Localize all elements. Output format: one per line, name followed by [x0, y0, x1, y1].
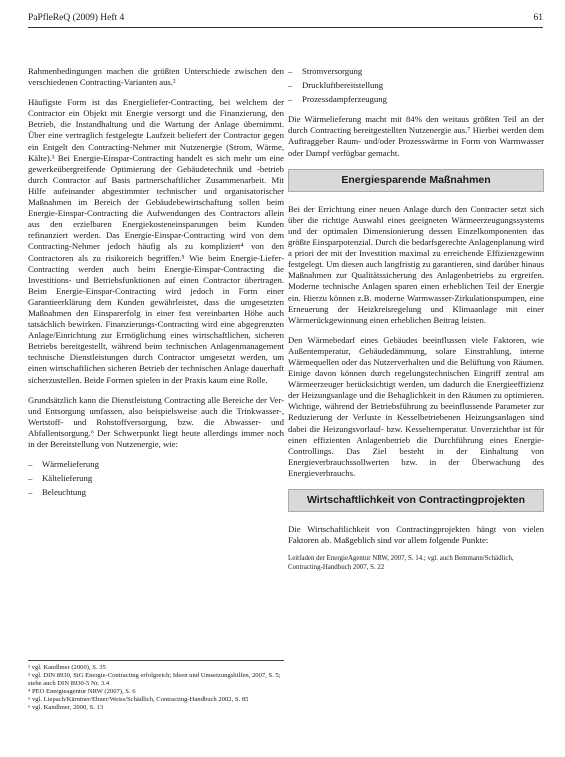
footnote: ⁵ vgl. Liepach/Kärntner/Ebner/Weiss/Schädlich, Contracting-Handbuch 2002, S. 85: [28, 696, 249, 704]
list-item: – Wärmelieferung: [28, 459, 284, 470]
footnote: ⁴ PEO Energieagentur NRW (2007), S. 6: [28, 688, 136, 696]
paragraph: Die Wirtschaftlichkeit von Contractingprojekten hängt von vielen Faktoren ab. Maßgeblich sind vor allem folgende Punkte:: [288, 524, 544, 546]
section-heading: Energiesparende Maßnahmen: [288, 169, 544, 192]
list-item: – Stromversorgung: [288, 66, 544, 77]
energy-list: [28, 459, 284, 498]
list-item: – Beleuchtung: [28, 487, 284, 498]
list-item: – Druckluftbereitstellung: [288, 80, 544, 91]
source-note: Leitfaden der EnergieAgentur NRW, 2007, S. 14.; vgl. auch Bemmann/Schädlich, Contracting-Handbuch 2007, S. 22: [288, 555, 514, 571]
paragraph: Den Wärmebedarf eines Gebäudes beeinflussen viele Faktoren, wie Außentemperatur, Gebäudedämmung, solare Einstrahlung, interne Wärmequellen oder das Nutzerverhalten und die Belüftung von Räumen. Einige davon können durch regelungstechnischen Eingriff zentral am Wärmeerzeuger berücksichtigt werden, um dadurch die Energieeffizienz der Heizungsanlage und die Behaglichkeit in den Räumen zu optimieren. Wichtige, während der Betriebsführung zu beeinflussende Parameter zur Reduzierung der Verluste in Kesselbetriebenen Heizungsanlagen sind dabei die Heizungsvorlauf- bzw. Kesseltemperatur. Unverzichtbar ist für einen effizienten Anlagenbetrieb die Durchführung eines Energie-Controllings. Das Ziel besteht in der Einhaltung von Energieverbrauchssollwerten bzw. in der Überwachung des Energieverbrauchs.: [288, 334, 544, 478]
paragraph: Häufigste Form ist das Energieliefer-Contracting, bei welchem der Contractor ein Objekt mit Energie versorgt und die Finanzierung, den Betrieb, die Instandhaltung und die Wartung der Anlage übernimmt. Über eine vertraglich festgelegte Laufzeit beliefert der Contractor gegen ein Entgelt den Contracting-Nehmer mit Nutzenergie (Strom, Wärme, Kälte).³ Bei Energie-Einspar-Contracting handelt es sich mehr um eine gewerkeübergreifende Optimierung der Gebäudetechnik und -betrieb durch Contractor auf Basis partnerschaftlicher Zusammenarbeit. Mit Hilfe aufeinander abgestimmter technischer und organisatorischer Maßnahmen im Bereich der Gebäudebewirtschaftung sollen beim Energie-Einspar-Contracting die Aufwendungen des Contractors allein aus den erzielbaren Energiekosteneinsparungen beim Kunden refinanziert werden. Das Energie-Einspar-Contracting wird von dem Contracting-Nehmer jedoch häufig als zu kompliziert⁴ von den Contractoren als zu risikoreich begriffen.⁵ Wie beim Energie-Liefer-Contracting werden auch beim Energie-Einspar-Contracting die Investitions- und Betriebsfunktionen auf einen Contractor übertragen. Beim Energie-Einspar-Contracting wird jedoch in Form einer Garantieerklärung dem Kunden gewährleistet, dass die umgesetzten Maßnahmen den Einsparerfolg in einer fest vereinbarten Höhe auch tatsächlich bewirken. Finanzierungs-Contracting wird eine abgegrenzten Anlage/Einrichtung zur Ermöglichung eines wirtschaftlichen, sicheren Betriebs bereitgestellt, während beim technischen Anlagenmanagement technische Dienstleistungen durch Contractor umgesetzt werden, um einen wirtschaftlichen sicheren Betrieb der technischen Anlage dauerhaft sicherzustellen. Beide Formen spielen in der Praxis kaum eine Rolle.: [28, 97, 284, 385]
footnotes: [28, 660, 284, 713]
page-number: 61: [533, 13, 543, 23]
footnote: ⁶ vgl. Kandlmer, 2000, S. 13: [28, 704, 104, 712]
energy-list-continued: [288, 66, 544, 105]
paragraph: Grundsätzlich kann die Dienstleistung Contracting alle Bereiche der Ver- und Entsorgung umfassen, also beispielsweise auch die Trinkwasser-, Wertstoff- und Rohstoffversorgung, bzw. die Abwasser- und Abfallentsorgung.⁶ Der Schwerpunkt liegt heute allerdings immer noch in der Bereitstellung von Nutzenergie, wie:: [28, 394, 284, 449]
paragraph: Die Wärmelieferung macht mit 84% den weitaus größten Teil an der durch Contracting bereitgestellten Nutzenergie aus.⁷ Hierbei werden dem Auftraggeber Raum- und/oder Prozesswärme in Form von Warmwasser oder Dampf verfügbar gemacht.: [288, 114, 544, 158]
paragraph: Rahmenbedingungen machen die größten Unterschiede zwischen den verschiedenen Contracting-Varianten aus.²: [28, 66, 284, 88]
section-heading: Wirtschaftlichkeit von Contractingprojekten: [288, 489, 544, 512]
list-item: – Kältelieferung: [28, 473, 284, 484]
list-item: – Prozessdampferzeugung: [288, 94, 544, 105]
journal-title: PaPfleReQ (2009) Heft 4: [28, 13, 125, 23]
paragraph: Bei der Errichtung einer neuen Anlage durch den Contracter setzt sich über die richtige Auswahl eines geeigneten Wärmeerzeugungssystems und der optimalen Dimensionierung dessen Einzelkomponenten das größte Einsparpotenzial. Durch die bedarfsgerechte Anlagenplanung wird a priori der mit der Investition maximal zu erreichende Effizienzgewinn festgelegt. Um diesen auch langfristig zu garantieren, sind darüber hinaus Maßnahmen zur Qualitätssicherung des Anlagenbetriebs zu ergreifen. Moderne technische Anlagen sparen einen erheblichen Teil der Energie ein. Hierzu können z.B. moderne Warmwasser-Zirkulationspumpen, eine Erneuerung der Heizkreisregelung und Klimaanlage mit einer Wärmerückgewinnung einen erheblichen Beitrag leisten.: [288, 203, 544, 325]
footnote: ² vgl. Kandlmer (2000), S. 35: [28, 664, 106, 671]
footnote: ³ vgl. DIN 8930, SiG Energie-Contracting erfolgreich; Ideen und Umsetzungshilfen, 2007, S. 5; siehe auch DIN 8930-5 Nr. 3.4: [28, 672, 281, 688]
right-column: [288, 66, 544, 581]
running-header: [28, 13, 543, 28]
left-column: [28, 66, 284, 507]
